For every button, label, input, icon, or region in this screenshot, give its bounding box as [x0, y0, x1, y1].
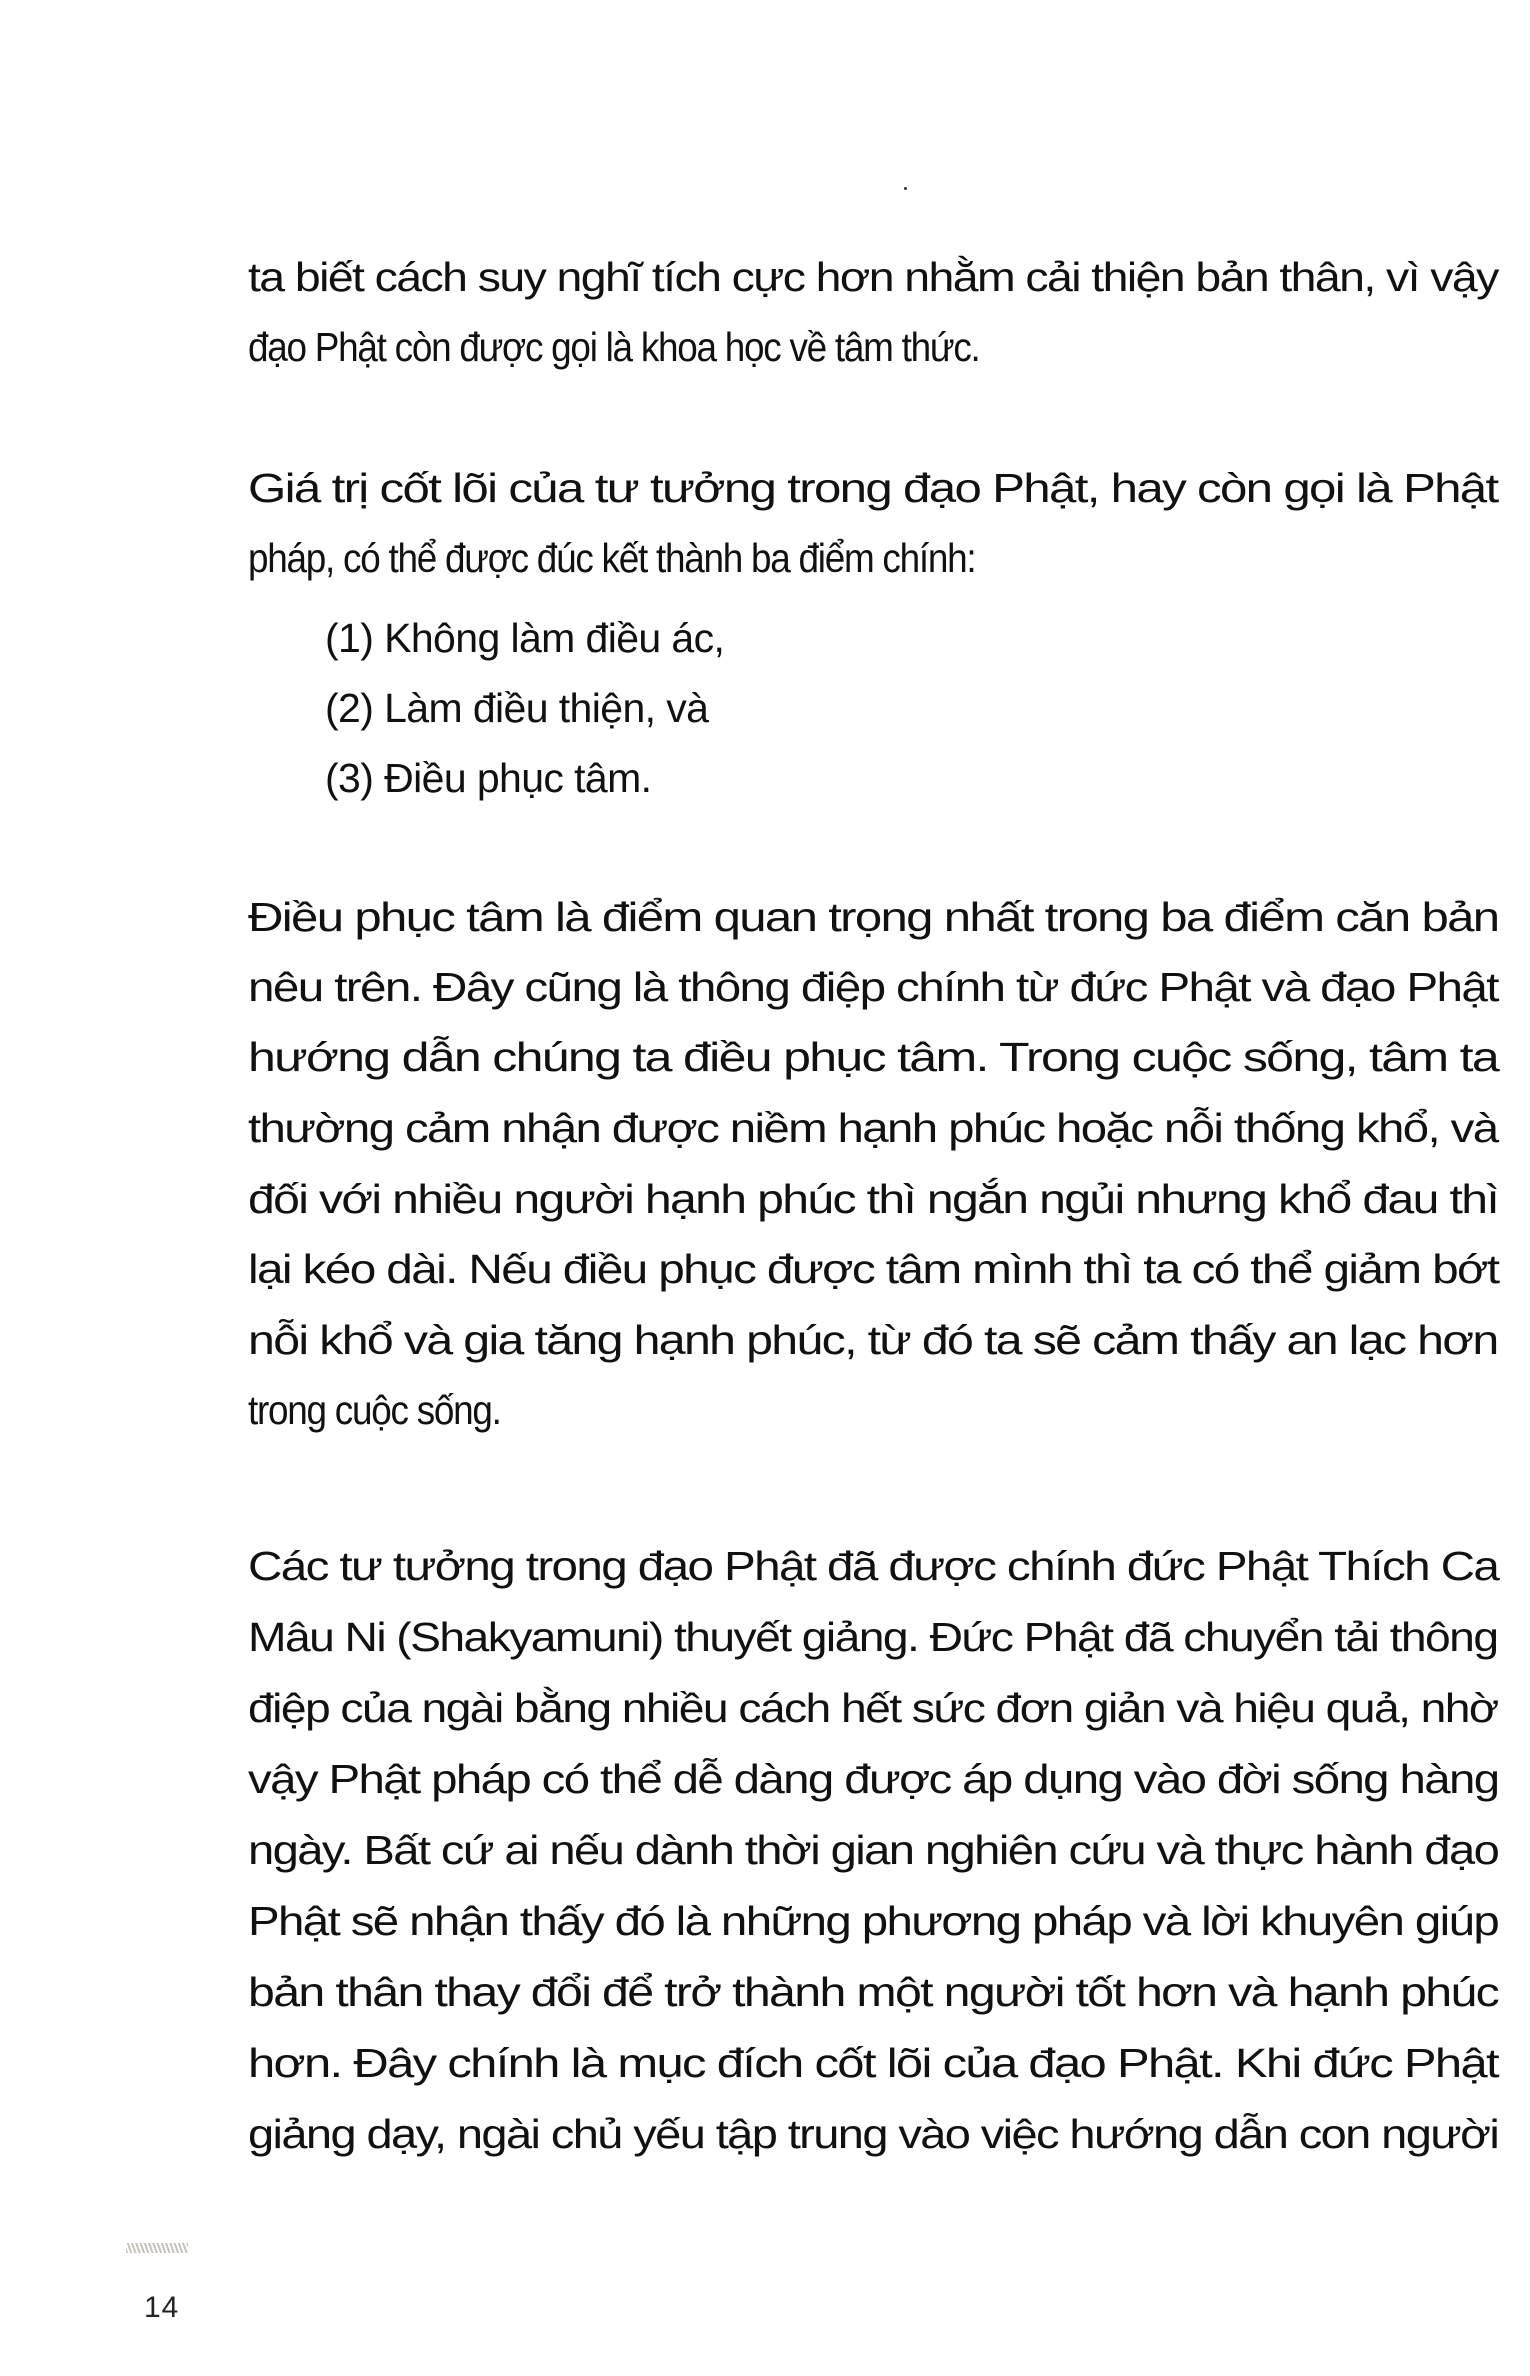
paragraph-line: trong cuộc sống.	[248, 1387, 501, 1433]
scan-speck	[904, 187, 907, 190]
paragraph-line: vậy Phật pháp có thể dễ dàng được áp dụng vào đời sống hàng	[248, 1756, 1499, 1802]
paragraph-line: bản thân thay đổi để trở thành một người tốt hơn và hạnh phúc	[248, 1969, 1499, 2015]
paragraph-line: hướng dẫn chúng ta điều phục tâm. Trong cuộc sống, tâm ta	[248, 1034, 1498, 1080]
paragraph-line: giảng dạy, ngài chủ yếu tập trung vào việc hướng dẫn con người	[248, 2111, 1499, 2157]
paragraph-line: Giá trị cốt lõi của tư tưởng trong đạo Phật, hay còn gọi là Phật	[248, 465, 1498, 511]
paragraph-line: Các tư tưởng trong đạo Phật đã được chính đức Phật Thích Ca	[248, 1543, 1499, 1589]
paragraph-line: lại kéo dài. Nếu điều phục được tâm mình thì ta có thể giảm bớt	[248, 1246, 1499, 1292]
paragraph-line: đạo Phật còn được gọi là khoa học về tâm thức.	[248, 324, 980, 370]
paragraph-line: Điều phục tâm là điểm quan trọng nhất trong ba điểm căn bản	[248, 894, 1499, 940]
page-number: 14	[144, 2291, 180, 2324]
paragraph-line: ta biết cách suy nghĩ tích cực hơn nhằm cải thiện bản thân, vì vậy	[248, 254, 1498, 300]
paragraph-line: ngày. Bất cứ ai nếu dành thời gian nghiên cứu và thực hành đạo	[248, 1827, 1499, 1873]
list-item: (3) Điều phục tâm.	[325, 755, 652, 801]
paragraph-line: nỗi khổ và gia tăng hạnh phúc, từ đó ta sẽ cảm thấy an lạc hơn	[248, 1317, 1498, 1363]
paragraph-line: hơn. Đây chính là mục đích cốt lõi của đạo Phật. Khi đức Phật	[248, 2040, 1498, 2086]
paragraph-line: nêu trên. Đây cũng là thông điệp chính từ đức Phật và đạo Phật	[248, 964, 1498, 1010]
paragraph-line: điệp của ngài bằng nhiều cách hết sức đơn giản và hiệu quả, nhờ	[248, 1685, 1498, 1731]
paragraph-line: pháp, có thể được đúc kết thành ba điểm chính:	[248, 535, 976, 581]
list-item: (2) Làm điều thiện, và	[325, 685, 709, 731]
running-head-faint	[150, 1870, 184, 2130]
list-item: (1) Không làm điều ác,	[325, 615, 725, 661]
margin-mark	[126, 2243, 188, 2253]
paragraph-line: thường cảm nhận được niềm hạnh phúc hoặc nỗi thống khổ, và	[248, 1105, 1498, 1151]
paragraph-line: Mâu Ni (Shakyamuni) thuyết giảng. Đức Phật đã chuyển tải thông	[248, 1614, 1498, 1660]
paragraph-line: Phật sẽ nhận thấy đó là những phương pháp và lời khuyên giúp	[248, 1898, 1499, 1944]
paragraph-line: đối với nhiều người hạnh phúc thì ngắn ngủi nhưng khổ đau thì	[248, 1176, 1499, 1222]
